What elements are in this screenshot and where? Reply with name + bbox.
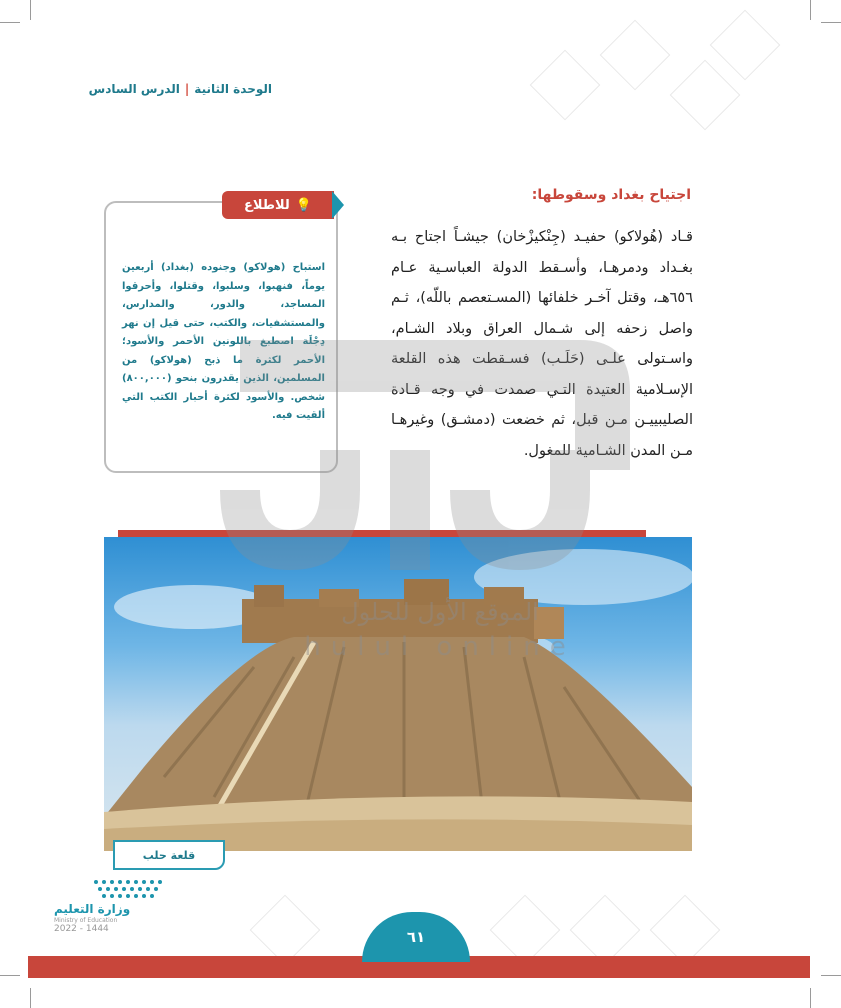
crop-mark <box>0 22 20 23</box>
decorative-diamond <box>250 895 321 966</box>
section-body: قـاد (هُولاكو) حفيـد (جِنْكيزْخان) جيشـاً اجتاح بـه بغـداد ودمرهـا، وأسـقط الدولة العباسـية عـام ٦٥٦هـ، وقتل آخـر خلفائها (المسـتعصم باللّه)، ثـم واصل زحفه إلى شـمال العراق وبلاد الشـام، واسـتولى علـى (حَلَـب) فسـقطت هذه القلعة الإسـلامية العتيدة التـي صمدت في وجه قـادة الصليبييـن مـن قبل، ثم خضعت (دمشـق) وغيرهـا مـن المدن الشـامية للمغول. <box>391 229 693 459</box>
decorative-diamond <box>490 895 561 966</box>
ministry-block <box>40 878 180 934</box>
page-header <box>89 82 272 96</box>
crop-mark <box>810 0 811 20</box>
decorative-diamond <box>530 50 601 121</box>
page-number: ٦١ <box>362 912 470 962</box>
info-box-title: للاطلاع <box>244 197 290 213</box>
decorative-diamond <box>570 895 641 966</box>
section-title: اجتياح بغداد وسقوطها: <box>531 187 691 203</box>
crop-mark <box>30 988 31 1008</box>
info-box-banner-tail <box>332 191 344 219</box>
decorative-diamond <box>710 10 781 81</box>
crop-mark <box>30 0 31 20</box>
info-box-text: استباح (هولاكو) وجنوده (بغداد) أربعين يوماً، فنهبوا، وسلبوا، وقتلوا، وأحرقوا المساجد، والدور، والمدارس، والمستشفيات، والكتب، حتى قيل إن نهر دِجْلَة اصطبغ باللونين الأحمر والأسود؛ الأحمر لكثرة ما ذبح (هولاكو) من المسلمين، الذين يقدرون بنحو (٨٠٠,٠٠٠) شخص. والأسود لكثرة أحبار الكتب التي ألقيت فيه. <box>122 262 325 421</box>
info-box-banner <box>222 191 334 219</box>
decorative-diamond <box>600 20 671 91</box>
decorative-diamond <box>670 60 741 131</box>
watermark-logo-text: حلول <box>180 330 183 331</box>
lesson-label: الدرس السادس <box>88 82 180 96</box>
crop-mark <box>810 988 811 1008</box>
ministry-year: 2022 - 1444 <box>54 924 109 934</box>
lightbulb-icon: 💡 <box>295 197 312 213</box>
crop-mark <box>821 22 841 23</box>
watermark-english: hulul online <box>304 632 576 662</box>
ministry-logo-icon <box>90 878 170 900</box>
header-separator: | <box>184 82 190 96</box>
ministry-name-arabic: وزارة التعليم <box>54 902 131 916</box>
figure-caption: قلعة حلب <box>113 840 225 870</box>
crop-mark <box>821 975 841 976</box>
crop-mark <box>0 975 20 976</box>
ministry-name-english: Ministry of Education <box>54 917 118 924</box>
decorative-diamond <box>650 895 721 966</box>
watermark-arabic: الموقع الأول للحلول <box>341 598 539 626</box>
unit-label: الوحدة الثانية <box>194 82 272 96</box>
citadel-photo <box>104 537 692 851</box>
photo-top-bar <box>118 530 646 537</box>
